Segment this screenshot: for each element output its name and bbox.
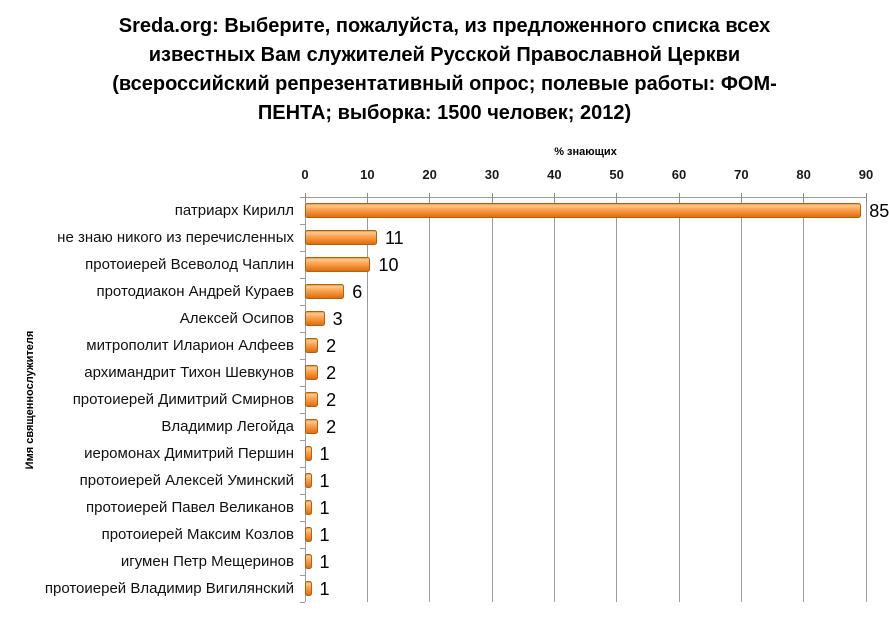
bar <box>305 338 318 353</box>
bar <box>305 392 318 407</box>
bar-row <box>305 386 889 413</box>
x-tick-label: 90 <box>858 167 874 182</box>
bar <box>305 365 318 380</box>
bar-row <box>305 197 889 224</box>
x-tick-label: 80 <box>796 167 811 182</box>
bar-row <box>305 278 889 305</box>
x-tick-label: 60 <box>671 167 687 182</box>
category-label: протодиакон Андрей Кураев <box>96 283 294 300</box>
bar-row <box>305 575 889 602</box>
x-tick-label: 70 <box>734 167 749 182</box>
bar-value-label: 11 <box>384 227 404 248</box>
bar-value-label: 1 <box>319 443 330 464</box>
bar-value-label: 2 <box>326 416 337 437</box>
bar-row <box>305 548 889 575</box>
bar-value-label: 2 <box>326 335 337 356</box>
category-label: игумен Петр Мещеринов <box>120 553 294 570</box>
category-label: Владимир Легойда <box>161 418 294 435</box>
bar-value-label: 2 <box>326 362 337 383</box>
bar-row <box>305 467 889 494</box>
bar-value-label: 2 <box>326 389 337 410</box>
bar <box>305 446 312 461</box>
bar-row <box>305 494 889 521</box>
category-label: патриарх Кирилл <box>174 202 294 219</box>
x-tick-label: 50 <box>609 167 624 182</box>
bar-row <box>305 521 889 548</box>
bar <box>305 203 861 218</box>
bar-value-label: 10 <box>378 254 399 275</box>
bar-row <box>305 251 889 278</box>
bar-value-label: 6 <box>352 281 363 302</box>
bar-value-label: 1 <box>319 578 330 599</box>
bar-row <box>305 413 889 440</box>
bar-value-label: 1 <box>319 551 330 572</box>
x-tick-label: 10 <box>360 167 375 182</box>
bar-value-label: 1 <box>319 524 330 545</box>
bar <box>305 257 370 272</box>
category-label: Алексей Осипов <box>179 310 294 327</box>
chart-title-line: (всероссийский репрезентативный опрос; полевые работы: ФОМ- <box>112 73 777 95</box>
bar <box>305 473 312 488</box>
chart-title-line: ПЕНТА; выборка: 1500 человек; 2012) <box>257 102 632 124</box>
category-label: протоиерей Алексей Уминский <box>79 472 294 489</box>
x-tick-labels <box>301 167 874 185</box>
bar-row <box>305 305 889 332</box>
category-label: митрополит Иларион Алфеев <box>86 337 294 354</box>
chart-title-line: известных Вам служителей Русской Православной Церкви <box>148 44 741 66</box>
category-label: архимандрит Тихон Шевкунов <box>84 364 294 381</box>
bar-value-label: 3 <box>332 308 343 329</box>
category-label: протоиерей Максим Козлов <box>101 526 294 543</box>
bar <box>305 527 312 542</box>
category-label: протоиерей Владимир Вигилянский <box>44 580 294 597</box>
bar-row <box>305 440 889 467</box>
category-labels <box>0 197 305 602</box>
category-label: иеромонах Димитрий Першин <box>84 445 294 462</box>
bar <box>305 311 325 326</box>
category-axis-tick <box>300 602 305 603</box>
x-tick-label: 0 <box>301 167 309 182</box>
bar-row <box>305 332 889 359</box>
bar-value-label: 1 <box>319 470 330 491</box>
x-axis-title: % знающих <box>554 146 617 158</box>
category-label: не знаю никого из перечисленных <box>57 229 294 246</box>
category-label: протоиерей Димитрий Смирнов <box>72 391 294 408</box>
bar-row <box>305 224 889 251</box>
bar-value-label: 1 <box>319 497 330 518</box>
x-tick-label: 30 <box>484 167 500 182</box>
plot-area <box>305 197 889 602</box>
chart-title <box>42 12 847 128</box>
category-label: протоиерей Павел Великанов <box>86 499 294 516</box>
bar <box>305 419 318 434</box>
bar <box>305 230 377 245</box>
category-label: протоиерей Всеволод Чаплин <box>85 256 294 273</box>
bar <box>305 581 312 596</box>
bar-row <box>305 359 889 386</box>
bar <box>305 284 344 299</box>
bar-value-label: 85 <box>869 200 889 221</box>
bar <box>305 554 312 569</box>
chart-title-line: Sreda.org: Выберите, пожалуйста, из предложенного списка всех <box>118 15 771 37</box>
bar <box>305 500 312 515</box>
x-tick-label: 20 <box>422 167 437 182</box>
x-tick-label: 40 <box>547 167 562 182</box>
y-axis-title: Имя священнослужителя <box>24 330 36 470</box>
